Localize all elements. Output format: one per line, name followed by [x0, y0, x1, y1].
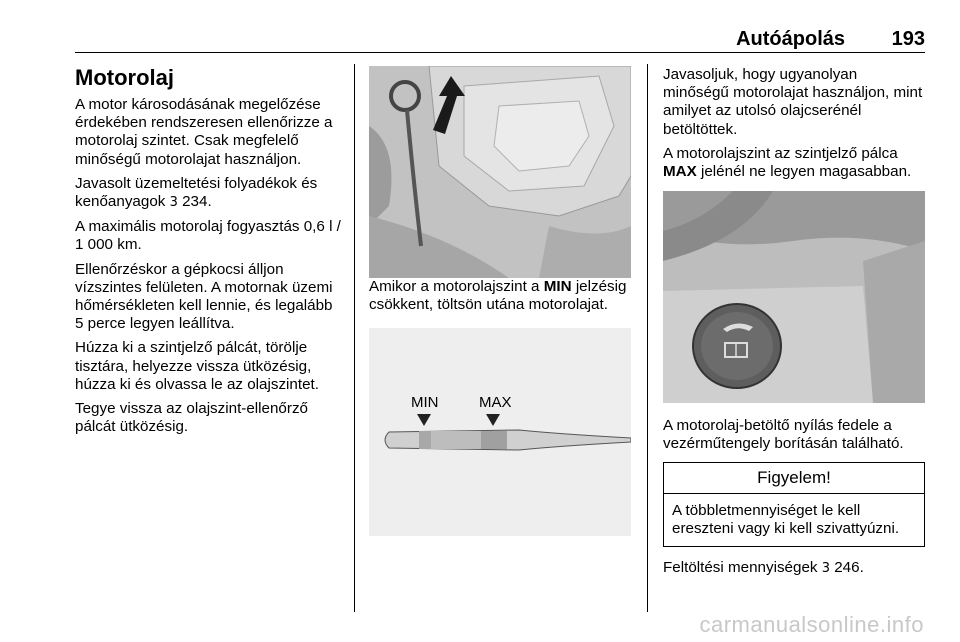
- col3-p2-pre: A motorolajszint az szintjelző pálca: [663, 144, 898, 162]
- page-ref-icon: 3: [821, 561, 830, 577]
- min-label: MIN: [411, 394, 439, 412]
- engine-dipstick-image: [369, 66, 631, 278]
- column-divider-2: [647, 64, 648, 612]
- col3-p3-text: Feltöltési mennyiségek: [663, 559, 818, 577]
- warning-title: Figyelem!: [664, 463, 924, 494]
- oil-cap-illustration: [663, 191, 925, 403]
- dipstick-caption: [369, 278, 631, 314]
- col3-paragraph-3: Feltöltési mennyiségek 3 246.: [663, 559, 864, 577]
- watermark: carmanualsonline.info: [699, 612, 924, 637]
- page-ref-icon: 3: [169, 195, 178, 211]
- page-ref-number[interactable]: 246: [834, 559, 860, 577]
- engine-illustration: [369, 66, 631, 278]
- paragraph-2-text: Javasolt üzemeltetési folyadékok és kenőanyagok: [75, 174, 318, 211]
- dipstick-drawing: [369, 328, 631, 536]
- paragraph-3: A maximális motorolaj fogyasztás 0,6 l / 1 000 km.: [75, 218, 341, 254]
- oil-cap-caption: A motorolaj-betöltő nyílás fedele a vezérműtengely borításán található.: [663, 417, 904, 453]
- col3-paragraph-1: Javasoljuk, hogy ugyanolyan minőségű motorolajat használjon, mint amilyet az utolsó olajcserénél betöltöttek.: [663, 66, 923, 138]
- dipstick-diagram: [369, 328, 631, 536]
- warning-box: [663, 462, 925, 547]
- paragraph-4: Ellenőrzéskor a gépkocsi álljon vízszintes felületen. A motornak üzemi hőmérsékleten kell lennie, és legalább 5 perce legyen leállítva.: [75, 260, 333, 333]
- paragraph-5: Húzza ki a szintjelző pálcát, törölje tisztára, helyezze vissza ütközésig, húzza ki és olvassa le az olajszintet.: [75, 339, 319, 393]
- column-1: [75, 64, 343, 442]
- page-header: [75, 26, 925, 53]
- caption-min: MIN: [543, 278, 572, 295]
- column-2: [369, 66, 631, 536]
- col3-p2-post: jelénél ne legyen magasabban.: [700, 163, 912, 181]
- column-3: [663, 66, 925, 584]
- col3-p2-max: MAX: [663, 163, 697, 181]
- paragraph-2: Javasolt üzemeltetési folyadékok és kenőanyagok 3 234.: [75, 174, 318, 211]
- caption-post: jelzésig csökkent, töltsön utána motorolajat.: [369, 278, 627, 314]
- caption-pre: Amikor a motorolajszint a: [369, 278, 540, 295]
- paragraph-6: Tegye vissza az olajszint-ellenőrző pálcát ütközésig.: [75, 400, 308, 436]
- column-divider-1: [354, 64, 355, 612]
- col3-paragraph-2: [663, 145, 925, 181]
- heading-motorolaj: Motorolaj: [75, 65, 174, 90]
- page-number: 193: [891, 28, 925, 50]
- page-ref-number[interactable]: 234: [182, 193, 208, 211]
- section-title: Autóápolás: [736, 28, 845, 50]
- warning-body: A többletmennyiséget le kell ereszteni vagy ki kell szivattyúzni.: [672, 501, 900, 537]
- oil-filler-cap-image: [663, 191, 925, 403]
- paragraph-1: A motor károsodásának megelőzése érdekében rendszeresen ellenőrizze a motorolaj szintet. Csak megfelelő minőségű motorolajat használjon.: [75, 96, 333, 168]
- max-label: MAX: [479, 394, 512, 412]
